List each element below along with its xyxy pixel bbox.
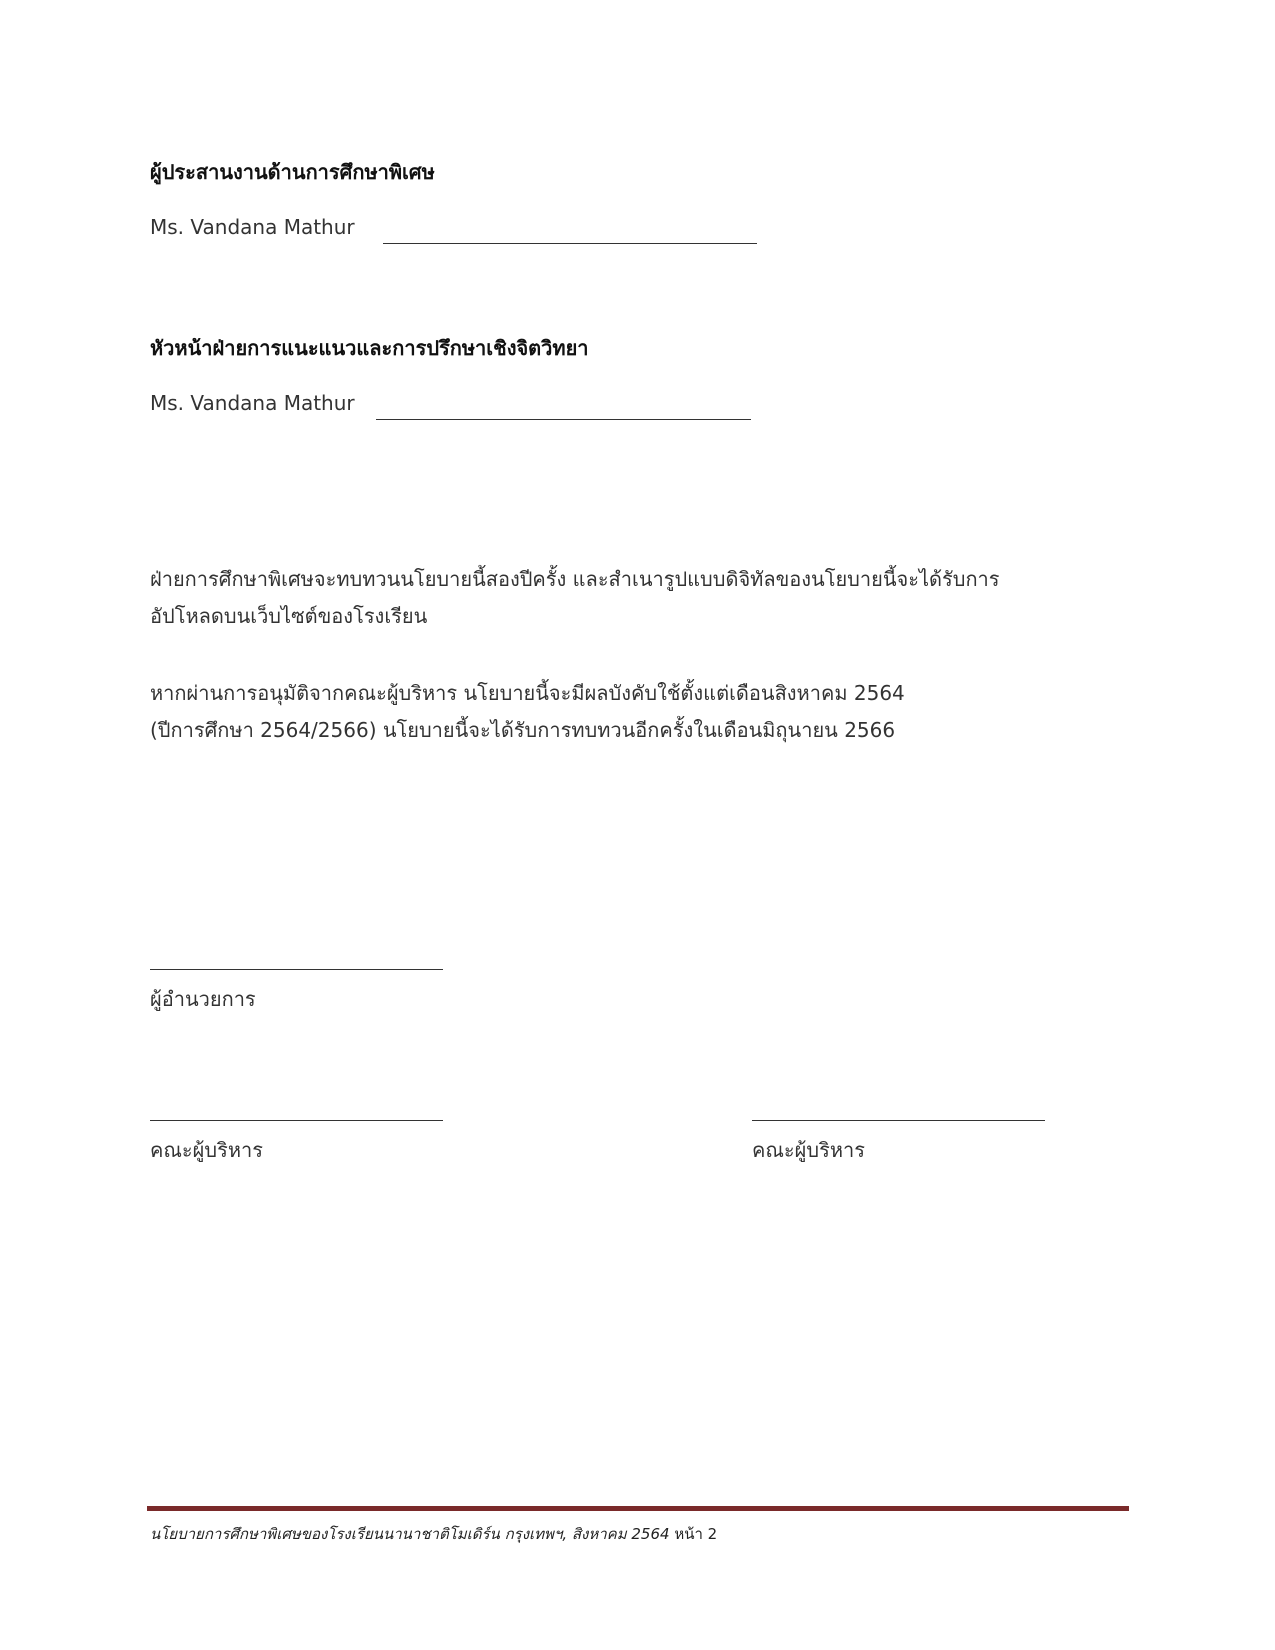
section-heading-special-ed-coordinator: ผู้ประสานงานด้านการศึกษาพิเศษ bbox=[150, 160, 435, 184]
approval-paragraph-line-1: หากผ่านการอนุมัติจากคณะผู้บริหาร นโยบายนี้จะมีผลบังคับใช้ตั้งแต่เดือนสิงหาคม 2564 bbox=[150, 681, 905, 705]
review-paragraph-line-1: ฝ่ายการศึกษาพิเศษจะทบทวนนโยบายนี้สองปีครั้ง และสำเนารูปแบบดิจิทัลของนโยบายนี้จะได้รับการ bbox=[150, 567, 1000, 591]
director-signature-line bbox=[150, 969, 443, 970]
director-label: ผู้อำนวยการ bbox=[150, 987, 256, 1011]
footer-divider bbox=[147, 1506, 1129, 1511]
section-heading-counseling-head: หัวหน้าฝ่ายการแนะแนวและการปรึกษาเชิงจิตวิทยา bbox=[150, 336, 589, 360]
coordinator-signature-line bbox=[383, 243, 757, 244]
review-paragraph-line-2: อัปโหลดบนเว็บไซต์ของโรงเรียน bbox=[150, 604, 428, 628]
footer-page-number: หน้า 2 bbox=[674, 1525, 718, 1543]
board-right-signature-line bbox=[752, 1120, 1045, 1121]
board-left-signature-line bbox=[150, 1120, 443, 1121]
counseling-head-name: Ms. Vandana Mathur bbox=[150, 391, 355, 415]
footer-title: นโยบายการศึกษาพิเศษของโรงเรียนนานาชาติโมเดิร์น กรุงเทพฯ, สิงหาคม 2564 bbox=[150, 1525, 670, 1543]
board-right-label: คณะผู้บริหาร bbox=[752, 1138, 865, 1162]
counseling-head-signature-line bbox=[376, 419, 751, 420]
review-paragraph bbox=[150, 561, 1000, 635]
approval-paragraph-line-2: (ปีการศึกษา 2564/2566) นโยบายนี้จะได้รับการทบทวนอีกครั้งในเดือนมิถุนายน 2566 bbox=[150, 718, 896, 742]
footer bbox=[150, 1522, 717, 1546]
coordinator-name: Ms. Vandana Mathur bbox=[150, 215, 355, 239]
board-left-label: คณะผู้บริหาร bbox=[150, 1138, 263, 1162]
approval-paragraph bbox=[150, 675, 905, 749]
